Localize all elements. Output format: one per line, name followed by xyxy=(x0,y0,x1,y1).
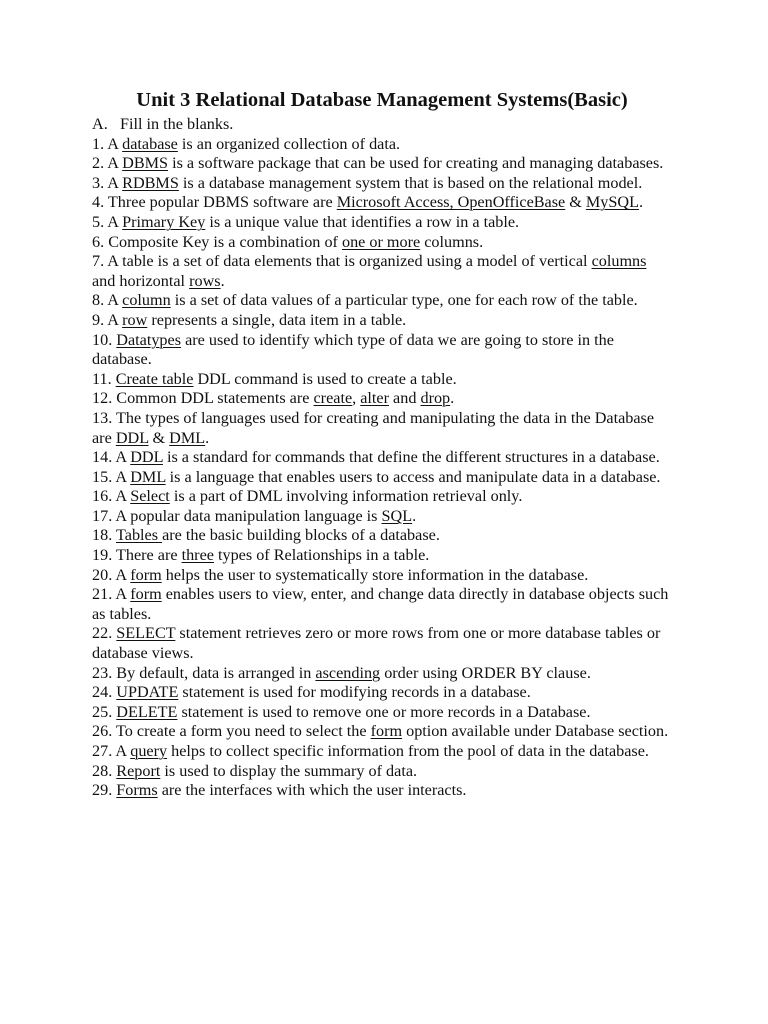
list-item xyxy=(92,370,672,390)
list-item xyxy=(92,742,672,762)
item-text: columns. xyxy=(420,232,484,251)
item-text: 11. xyxy=(92,369,116,388)
item-text: are the interfaces with which the user interacts. xyxy=(157,781,467,800)
item-text: 21. A xyxy=(92,585,131,604)
list-item xyxy=(92,174,672,194)
list-item xyxy=(92,703,672,723)
item-text: 25. xyxy=(92,702,117,721)
answer-blank: OpenOfficeBase xyxy=(457,193,566,212)
answer-blank: DBMS xyxy=(122,154,169,173)
answer-blank: form xyxy=(130,565,162,584)
answer-blank: MySQL xyxy=(585,193,639,212)
list-item xyxy=(92,291,672,311)
item-text: is a set of data values of a particular type, one for each row of the table. xyxy=(170,291,638,310)
item-text: 3. A xyxy=(92,173,123,192)
item-text: is a part of DML involving information retrieval only. xyxy=(169,487,523,506)
answer-blank: RDBMS xyxy=(122,173,179,192)
item-text: is a database management system that is based on the relational model. xyxy=(178,173,643,192)
answer-blank: Forms xyxy=(116,781,158,800)
item-text: & xyxy=(148,428,170,447)
item-text: 16. A xyxy=(92,487,131,506)
answer-blank: Primary Key xyxy=(122,212,206,231)
item-text: 19. There are xyxy=(92,546,182,565)
item-text: . xyxy=(205,428,210,447)
list-item xyxy=(92,409,672,448)
list-item xyxy=(92,566,672,586)
item-text: 7. A table is a set of data elements that is organized using a model of vertical xyxy=(92,252,592,271)
answer-blank: form xyxy=(370,722,403,741)
answer-blank: database xyxy=(122,134,178,153)
item-text: DDL command is used to create a table. xyxy=(193,369,457,388)
answer-blank: DDL xyxy=(130,448,163,467)
item-text: 12. Common DDL statements are xyxy=(92,389,314,408)
item-text: 10. xyxy=(92,330,117,349)
answer-blank: SELECT xyxy=(116,624,176,643)
answer-blank: DML xyxy=(130,467,166,486)
answer-blank: DDL xyxy=(115,428,149,447)
answer-blank: columns xyxy=(591,252,647,271)
answer-blank: row xyxy=(122,310,148,329)
answer-blank: form xyxy=(130,585,162,604)
answer-blank: ascending xyxy=(315,663,381,682)
list-item xyxy=(92,722,672,742)
item-text: 26. To create a form you need to select the xyxy=(92,722,371,741)
list-item xyxy=(92,624,672,663)
item-text: 8. A xyxy=(92,291,123,310)
list-item xyxy=(92,468,672,488)
section-heading xyxy=(92,115,672,135)
answer-blank: rows xyxy=(189,271,221,290)
item-text: , xyxy=(352,389,361,408)
item-text: types of Relationships in a table. xyxy=(213,546,430,565)
answer-blank: one or more xyxy=(341,232,421,251)
answer-blank: Report xyxy=(116,761,161,780)
section-instruction: Fill in the blanks. xyxy=(120,115,234,133)
item-text: 28. xyxy=(92,761,117,780)
item-text: and xyxy=(389,389,421,408)
item-text: is a standard for commands that define the different structures in a database. xyxy=(162,448,660,467)
item-text: 17. A popular data manipulation language is xyxy=(92,506,382,525)
item-text: and horizontal xyxy=(92,271,190,290)
item-text: statement is used to remove one or more records in a Database. xyxy=(177,702,591,721)
answer-blank: SQL xyxy=(381,506,413,525)
item-text: statement retrieves zero or more rows from one or more database tables or database views. xyxy=(92,624,661,663)
list-item xyxy=(92,233,672,253)
question-list xyxy=(92,135,672,801)
list-item xyxy=(92,683,672,703)
item-text: 4. Three popular DBMS software are xyxy=(92,193,337,212)
item-text: is a software package that can be used for creating and managing databases. xyxy=(168,154,664,173)
item-text: is used to display the summary of data. xyxy=(160,761,418,780)
list-item xyxy=(92,762,672,782)
answer-blank: Tables xyxy=(116,526,163,545)
answer-blank: Datatypes xyxy=(116,330,182,349)
item-text: helps the user to systematically store information in the database. xyxy=(161,565,589,584)
item-text: 2. A xyxy=(92,154,123,173)
item-text: helps to collect specific information from the pool of data in the database. xyxy=(167,742,649,760)
answer-blank: Select xyxy=(130,487,170,506)
item-text: 6. Composite Key is a combination of xyxy=(92,232,342,251)
list-item xyxy=(92,585,672,624)
answer-blank: three xyxy=(181,546,214,565)
item-text: 29. xyxy=(92,781,117,800)
document-title: Unit 3 Relational Database Management Systems(Basic) xyxy=(136,89,628,111)
item-text: . xyxy=(450,389,455,408)
item-text: are the basic building blocks of a database. xyxy=(162,526,440,545)
item-text: is an organized collection of data. xyxy=(177,134,401,153)
list-item xyxy=(92,252,672,291)
item-text: 20. A xyxy=(92,565,131,584)
item-text: 1. A xyxy=(92,134,123,153)
item-text: 27. A xyxy=(92,742,131,760)
item-text: 18. xyxy=(92,526,116,545)
answer-blank: create xyxy=(313,389,353,408)
item-text: & xyxy=(565,193,586,212)
item-text: . xyxy=(412,506,417,525)
item-text: 15. A xyxy=(92,467,131,486)
item-text: represents a single, data item in a table. xyxy=(147,310,407,329)
answer-blank: column xyxy=(122,291,171,310)
item-text: . xyxy=(220,271,225,290)
item-text: order using ORDER BY clause. xyxy=(380,663,591,682)
item-text: enables users to view, enter, and change data directly in database objects such as tables. xyxy=(92,585,669,623)
item-text: statement is used for modifying records in a database. xyxy=(178,683,531,702)
answer-blank: DELETE xyxy=(116,702,178,721)
item-text: 13. The types of languages used for creating and manipulating the data in the Database are xyxy=(92,408,655,447)
list-item xyxy=(92,389,672,409)
list-item xyxy=(92,781,672,801)
list-item xyxy=(92,193,672,213)
item-text: 5. A xyxy=(92,212,123,231)
item-text: . xyxy=(638,193,644,212)
answer-blank: UPDATE xyxy=(116,683,179,702)
list-item xyxy=(92,664,672,684)
item-text: 9. A xyxy=(92,310,123,329)
list-item xyxy=(92,526,672,546)
item-text: is a unique value that identifies a row in a table. xyxy=(205,212,520,231)
item-text: option available under Database section. xyxy=(402,722,669,741)
list-item xyxy=(92,213,672,233)
item-text: are used to identify which type of data we are going to store in the database. xyxy=(92,330,614,369)
list-item xyxy=(92,487,672,507)
item-text: 14. A xyxy=(92,448,131,467)
section-letter: A. xyxy=(92,115,108,133)
list-item xyxy=(92,135,672,155)
item-text: is a language that enables users to access and manipulate data in a database. xyxy=(165,467,661,486)
list-item xyxy=(92,154,672,174)
answer-blank: Create table xyxy=(115,369,194,388)
answer-blank: DML xyxy=(169,428,206,447)
list-item xyxy=(92,331,672,370)
list-item xyxy=(92,311,672,331)
list-item xyxy=(92,448,672,468)
list-item xyxy=(92,507,672,527)
list-item xyxy=(92,546,672,566)
document-page xyxy=(92,86,672,801)
answer-blank: Microsoft Access, xyxy=(336,193,458,212)
item-text: 23. By default, data is arranged in xyxy=(92,663,316,682)
answer-blank: alter xyxy=(360,389,389,408)
answer-blank: drop xyxy=(420,389,451,408)
item-text: 22. xyxy=(92,624,117,643)
item-text: 24. xyxy=(92,683,117,702)
answer-blank: query xyxy=(130,742,168,760)
